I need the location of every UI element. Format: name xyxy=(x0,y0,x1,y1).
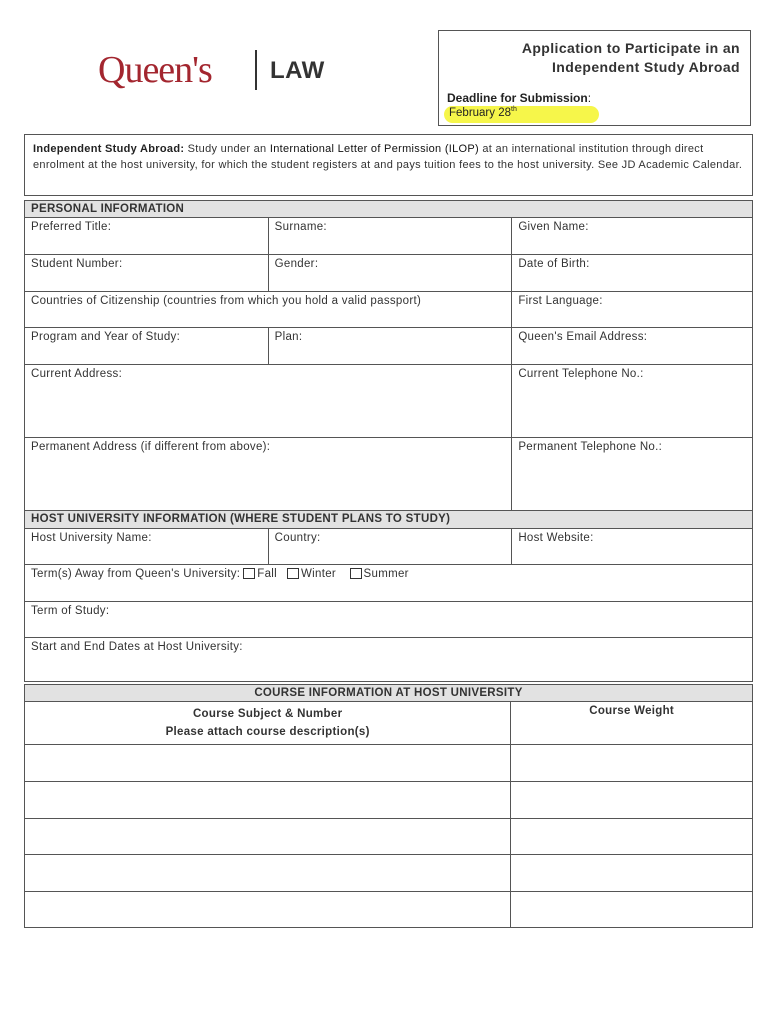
course-subject-cell[interactable] xyxy=(25,855,511,892)
fall-label: Fall xyxy=(257,568,278,580)
current-phone-field[interactable]: Current Telephone No.: xyxy=(512,365,753,438)
course-subject-header-line2: Please attach course description(s) xyxy=(165,726,370,738)
host-website-field[interactable]: Host Website: xyxy=(512,529,753,565)
intro-description xyxy=(24,134,753,196)
form-title-line1: Application to Participate in an xyxy=(521,40,740,56)
course-subject-cell[interactable] xyxy=(25,892,511,928)
deadline-label xyxy=(447,91,591,105)
logo-divider xyxy=(255,50,257,90)
form-title xyxy=(522,39,740,77)
host-info-heading: HOST UNIVERSITY INFORMATION (WHERE STUDENT PLANS TO STUDY) xyxy=(25,511,753,529)
logo-queens-wordmark: Queen's xyxy=(98,49,212,91)
deadline-label-text: Deadline for Submission xyxy=(447,91,588,105)
course-weight-cell[interactable] xyxy=(511,892,753,928)
application-header-box xyxy=(438,30,751,126)
intro-lead: Independent Study Abroad: xyxy=(33,143,185,155)
summer-checkbox[interactable] xyxy=(350,568,362,579)
given-name-field[interactable]: Given Name: xyxy=(512,218,753,255)
course-weight-cell[interactable] xyxy=(511,819,753,855)
email-field[interactable]: Queen's Email Address: xyxy=(512,328,753,365)
first-language-field[interactable]: First Language: xyxy=(512,292,753,328)
plan-field[interactable]: Plan: xyxy=(268,328,512,365)
gender-field[interactable]: Gender: xyxy=(268,255,512,292)
course-subject-column-header xyxy=(25,702,511,745)
intro-text-1: Study under an xyxy=(184,143,270,155)
intro-ilop: International Letter of Permission (ILOP) xyxy=(269,143,480,155)
course-subject-cell[interactable] xyxy=(25,745,511,782)
preferred-title-field[interactable]: Preferred Title: xyxy=(25,218,269,255)
date-of-birth-field[interactable]: Date of Birth: xyxy=(512,255,753,292)
host-university-name-field[interactable]: Host University Name: xyxy=(25,529,269,565)
surname-field[interactable]: Surname: xyxy=(268,218,512,255)
summer-label: Summer xyxy=(363,568,409,580)
current-address-field[interactable]: Current Address: xyxy=(25,365,512,438)
fall-checkbox[interactable] xyxy=(243,568,255,579)
winter-label: Winter xyxy=(301,568,337,580)
course-subject-cell[interactable] xyxy=(25,819,511,855)
course-info-heading: COURSE INFORMATION AT HOST UNIVERSITY xyxy=(25,685,753,702)
term-of-study-field[interactable]: Term of Study: xyxy=(25,602,753,638)
start-end-dates-field[interactable]: Start and End Dates at Host University: xyxy=(25,638,753,682)
course-weight-cell[interactable] xyxy=(511,745,753,782)
deadline-date-text: February 28 xyxy=(449,107,512,119)
citizenship-field[interactable]: Countries of Citizenship (countries from which you hold a valid passport) xyxy=(25,292,512,328)
deadline-date xyxy=(449,107,517,119)
deadline-colon: : xyxy=(587,91,592,105)
terms-away-row xyxy=(25,565,753,602)
logo-law-wordmark: LAW xyxy=(270,57,325,84)
intro-text-2: at an international institution through direct enrolment at the host university, for which the student registers at and pays tuition fees to the host university. See JD Academic Calendar. xyxy=(33,143,743,171)
course-weight-cell[interactable] xyxy=(511,855,753,892)
terms-away-label: Term(s) Away from Queen's University: xyxy=(31,568,241,580)
course-info-table xyxy=(24,684,753,928)
winter-checkbox[interactable] xyxy=(287,568,299,579)
personal-info-heading: PERSONAL INFORMATION xyxy=(25,201,753,218)
course-subject-header-line1: Course Subject & Number xyxy=(192,708,343,720)
course-weight-cell[interactable] xyxy=(511,782,753,819)
course-subject-cell[interactable] xyxy=(25,782,511,819)
permanent-address-field[interactable]: Permanent Address (if different from above): xyxy=(25,438,512,511)
country-field[interactable]: Country: xyxy=(268,529,512,565)
student-number-field[interactable]: Student Number: xyxy=(25,255,269,292)
form-title-line2: Independent Study Abroad xyxy=(552,59,740,75)
personal-host-form-table xyxy=(24,200,753,682)
course-weight-column-header: Course Weight xyxy=(511,702,753,745)
program-year-field[interactable]: Program and Year of Study: xyxy=(25,328,269,365)
deadline-date-suffix: th xyxy=(511,106,517,113)
permanent-phone-field[interactable]: Permanent Telephone No.: xyxy=(512,438,753,511)
